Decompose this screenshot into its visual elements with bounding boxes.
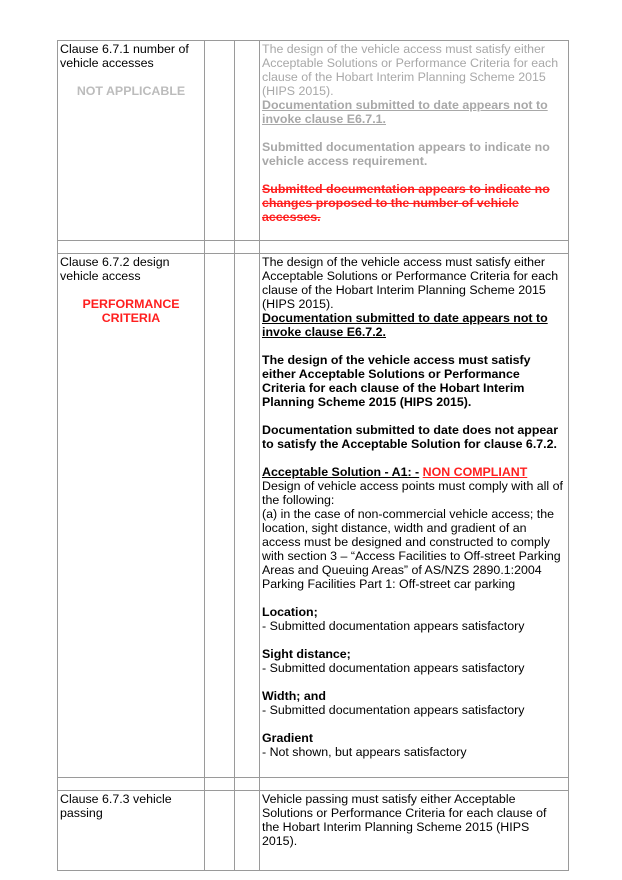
- clause-cell: [58, 791, 205, 871]
- invoke-text: Documentation submitted to date appears not to invoke clause E6.7.1.: [262, 98, 548, 126]
- check-note: - Submitted documentation appears satisfactory: [262, 619, 525, 633]
- status-not-applicable: NOT APPLICABLE: [76, 84, 186, 98]
- bold-requirement-text: The design of the vehicle access must satisfy either Acceptable Solutions or Performance Criteria for each clause of the Hobart Interim Planning Scheme 2015 (HIPS 2015).: [262, 353, 531, 409]
- clause-title: Clause 6.7.3 vehicle passing: [60, 792, 172, 820]
- empty-cell: [235, 41, 260, 241]
- clause-title: Clause 6.7.2 design vehicle access: [60, 255, 170, 283]
- check-heading-gradient: Gradient: [262, 731, 313, 745]
- empty-cell: [205, 791, 235, 871]
- invoke-text: Documentation submitted to date appears not to invoke clause E6.7.2.: [262, 311, 548, 339]
- empty-cell: [205, 254, 235, 778]
- clause-cell: [58, 41, 205, 241]
- empty-cell: [235, 254, 260, 778]
- design-text: Design of vehicle access points must comply with all of the following:: [262, 479, 563, 507]
- non-compliant-badge: NON COMPLIANT: [422, 465, 528, 479]
- check-heading-location: Location;: [262, 605, 318, 619]
- check-heading-width: Width; and: [262, 689, 326, 703]
- intro-text: Vehicle passing must satisfy either Acceptable Solutions or Performance Criteria for each clause of the Hobart Interim Planning Scheme 2015 (HIPS 2015).: [262, 792, 547, 848]
- check-note: - Submitted documentation appears satisfactory: [262, 703, 525, 717]
- check-note: - Not shown, but appears satisfactory: [262, 745, 467, 759]
- status-performance-criteria: PERFORMANCE CRITERIA: [82, 297, 180, 325]
- check-heading-sight-distance: Sight distance;: [262, 647, 351, 661]
- struck-text: Submitted documentation appears to indicate no changes proposed to the number of vehicle accesses.: [262, 182, 550, 224]
- no-requirement-text: Submitted documentation appears to indicate no vehicle access requirement.: [262, 140, 550, 168]
- check-note: - Submitted documentation appears satisfactory: [262, 661, 525, 675]
- empty-cell: [235, 791, 260, 871]
- empty-cell: [205, 41, 235, 241]
- table-row: [58, 791, 569, 871]
- not-appear-text: Documentation submitted to date does not appear to satisfy the Acceptable Solution for clause 6.7.2.: [262, 423, 559, 451]
- clause-cell: [58, 254, 205, 778]
- assessment-cell: [260, 791, 569, 871]
- intro-text: The design of the vehicle access must satisfy either Acceptable Solutions or Performance Criteria for each clause of the Hobart Interim Planning Scheme 2015 (HIPS 2015).: [262, 42, 559, 98]
- acceptable-solution-label: Acceptable Solution - A1: -: [262, 465, 420, 479]
- table-row: [58, 254, 569, 778]
- clause-title: Clause 6.7.1 number of vehicle accesses: [60, 42, 189, 70]
- acceptable-solution-line: [262, 465, 566, 479]
- intro-text: The design of the vehicle access must satisfy either Acceptable Solutions or Performance Criteria for each clause of the Hobart Interim Planning Scheme 2015 (HIPS 2015).: [262, 255, 559, 311]
- assessment-cell: [260, 254, 569, 778]
- table-row: [58, 41, 569, 241]
- spacer-row: [58, 241, 569, 254]
- item-a-text: (a) in the case of non-commercial vehicle access; the location, sight distance, width and gradient of an access must be designed and constructed to comply with section 3 – “Access Facilities to Off-street Parking Areas and Queuing Areas” of AS/NZS 2890.1:2004 Parking Facilities Part 1: Off-street car parking: [262, 507, 561, 591]
- spacer-row: [58, 778, 569, 791]
- assessment-cell: [260, 41, 569, 241]
- assessment-table: [57, 40, 569, 871]
